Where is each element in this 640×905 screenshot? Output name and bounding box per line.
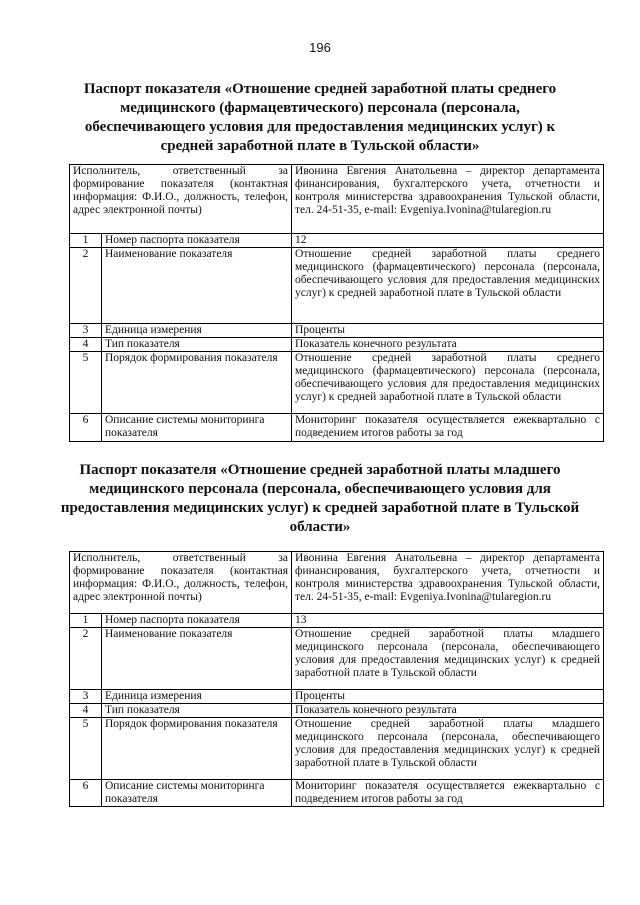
table-row (70, 324, 604, 338)
table-row (70, 614, 604, 628)
row-label: Единица измерения (102, 324, 292, 338)
row-label: Порядок формирования показателя (102, 718, 292, 780)
row-label: Наименование показателя (102, 628, 292, 690)
row-number: 2 (70, 628, 102, 690)
table-row (70, 718, 604, 780)
executor-label: Исполнитель, ответственный за формирование показателя (контактная информация: Ф.И.О., должность, телефон, адрес электронной почты) (70, 165, 292, 234)
executor-row (70, 552, 604, 614)
row-value: Мониторинг показателя осуществляется ежеквартально с подведением итогов работы за год (292, 414, 604, 442)
row-label: Номер паспорта показателя (102, 614, 292, 628)
table-row (70, 338, 604, 352)
table-row (70, 248, 604, 324)
passport-title: Паспорт показателя «Отношение средней заработной платы среднего медицинского (фармацевтического) персонала (персонала, обеспечивающего условия для предоставления медицинских услуг) к средней заработной плате в Тульской области» (83, 81, 557, 154)
executor-value: Ивонина Евгения Анатольевна – директор департамента финансирования, бухгалтерского учета, отчетности и контроля министерства здравоохранения Тульской области, тел. 24-51-35, e-mail: Evgeniya.Ivonina@tularegion.ru (292, 165, 604, 234)
row-value: Мониторинг показателя осуществляется ежеквартально с подведением итогов работы за год (292, 780, 604, 807)
executor-label: Исполнитель, ответственный за формирование показателя (контактная информация: Ф.И.О., должность, телефон, адрес электронной почты) (70, 552, 292, 614)
row-number: 4 (70, 338, 102, 352)
row-value: Проценты (292, 690, 604, 704)
row-label: Описание системы мониторинга показателя (102, 414, 292, 442)
row-number: 5 (70, 352, 102, 414)
row-label: Единица измерения (102, 690, 292, 704)
row-number: 2 (70, 248, 102, 324)
row-number: 6 (70, 780, 102, 807)
executor-row (70, 165, 604, 234)
row-value: Отношение средней заработной платы младшего медицинского персонала (персонала, обеспечивающего условия для предоставления медицинских услуг) к средней заработной плате в Тульской области (292, 718, 604, 780)
passport-title: Паспорт показателя «Отношение средней заработной платы младшего медицинского персонала (персонала, обеспечивающего условия для предоставления медицинских услуг) к средней заработной плате в Тульской области» (60, 462, 580, 535)
row-value: Показатель конечного результата (292, 338, 604, 352)
row-label: Порядок формирования показателя (102, 352, 292, 414)
row-value: Отношение средней заработной платы младшего медицинского персонала (персонала, обеспечивающего условия для предоставления медицинских услуг) к средней заработной плате в Тульской области (292, 628, 604, 690)
passport-table (69, 164, 604, 442)
row-value: 13 (292, 614, 604, 628)
executor-value: Ивонина Евгения Анатольевна – директор департамента финансирования, бухгалтерского учета, отчетности и контроля министерства здравоохранения Тульской области, тел. 24-51-35, e-mail: Evgeniya.Ivonina@tularegion.ru (292, 552, 604, 614)
row-label: Тип показателя (102, 338, 292, 352)
row-value: 12 (292, 234, 604, 248)
page-number: 196 (309, 40, 331, 55)
row-label: Наименование показателя (102, 248, 292, 324)
row-number: 3 (70, 690, 102, 704)
row-value: Отношение средней заработной платы среднего медицинского (фармацевтического) персонала (персонала, обеспечивающего условия для предоставления медицинских услуг) к средней заработной плате в Тульской области (292, 352, 604, 414)
row-label: Описание системы мониторинга показателя (102, 780, 292, 807)
table-row (70, 690, 604, 704)
row-number: 1 (70, 614, 102, 628)
table-row (70, 352, 604, 414)
row-number: 3 (70, 324, 102, 338)
row-number: 4 (70, 704, 102, 718)
passport-table (69, 551, 604, 807)
row-label: Номер паспорта показателя (102, 234, 292, 248)
row-value: Показатель конечного результата (292, 704, 604, 718)
row-number: 6 (70, 414, 102, 442)
row-value: Проценты (292, 324, 604, 338)
row-label: Тип показателя (102, 704, 292, 718)
table-row (70, 414, 604, 442)
table-row (70, 628, 604, 690)
table-row (70, 704, 604, 718)
row-number: 1 (70, 234, 102, 248)
table-row (70, 780, 604, 807)
table-row (70, 234, 604, 248)
row-number: 5 (70, 718, 102, 780)
row-value: Отношение средней заработной платы среднего медицинского (фармацевтического) персонала (персонала, обеспечивающего условия для предоставления медицинских услуг) к средней заработной плате в Тульской области (292, 248, 604, 324)
